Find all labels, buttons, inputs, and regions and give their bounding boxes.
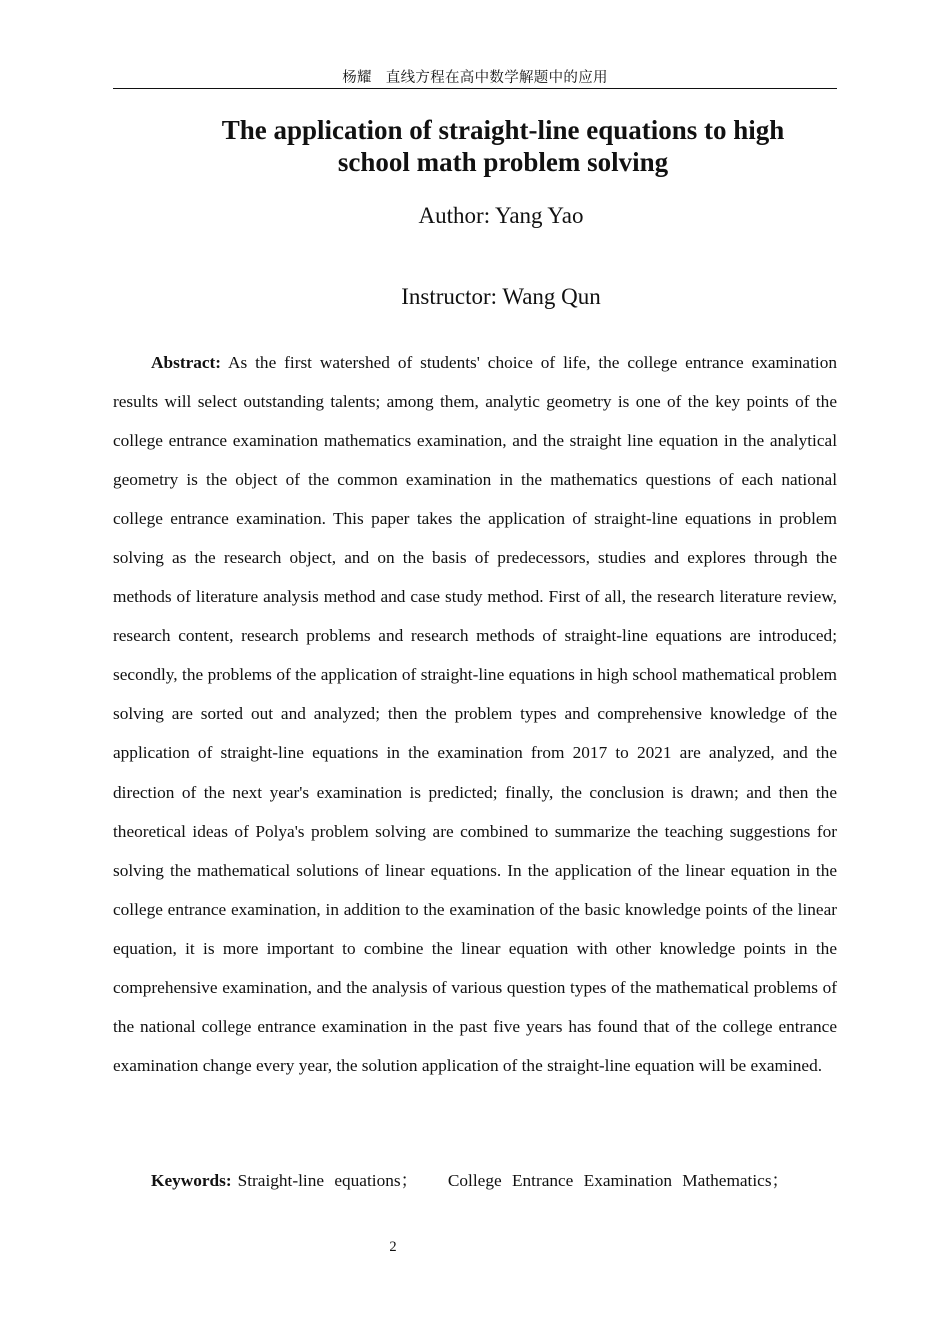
title-line-1: The application of straight-line equations to high — [221, 115, 785, 145]
header-author: 杨耀 — [342, 70, 372, 86]
author-line — [113, 200, 889, 232]
page-number: 2 — [389, 1239, 397, 1255]
title-line-2: school math problem solving — [337, 147, 669, 177]
keyword-item: Straight-line equations； — [237, 1171, 418, 1190]
author-label: Author: — [418, 203, 491, 228]
instructor-label: Instructor: — [401, 284, 498, 309]
keywords-label: Keywords: — [151, 1171, 232, 1190]
abstract-paragraph — [113, 343, 837, 1085]
abstract-text: As the first watershed of students' choice of life, the college entrance examination results will select outstanding talents; among them, analytic geometry is one of the key points of the college entrance examination mathematics examination, and the straight line equation in the analytical geometry is the object of the common examination in the mathematics questions of each national college entrance examination. This paper takes the application of straight-line equations in problem solving as the research object, and on the basis of predecessors, studies and explores through the methods of literature analysis method and case study method. First of all, the research literature review, research content, research problems and research methods of straight-line equations are introduced; secondly, the problems of the application of straight-line equations in high school mathematical problem solving are sorted out and analyzed; then the problem types and comprehensive knowledge of the application of straight-line equations in the examination from 2017 to 2021 are analyzed, and the direction of the next year's examination is predicted; finally, the conclusion is drawn; and then the theoretical ideas of Polya's problem solving are combined to summarize the teaching suggestions for solving the mathematical solutions of linear equations. In the application of the linear equation in the college entrance examination, in addition to the examination of the basic knowledge points of the linear equation, it is more important to combine the linear equation with other knowledge points in the comprehensive examination, and the analysis of various question types of the mathematical problems of the national college entrance examination in the past five years has found that of the college entrance examination change every year, the solution application of the straight-line equation will be examined. — [113, 353, 837, 1075]
header-rule — [113, 88, 837, 89]
instructor-line — [113, 281, 889, 313]
instructor-name: Wang Qun — [502, 284, 601, 309]
abstract-label: Abstract: — [151, 353, 222, 372]
running-header — [113, 68, 837, 88]
keyword-item: College Entrance Examination Mathematics； — [447, 1171, 789, 1190]
paper-title — [150, 114, 856, 178]
keywords-paragraph — [113, 1161, 837, 1200]
author-name: Yang Yao — [495, 203, 584, 228]
header-title: 直线方程在高中数学解题中的应用 — [385, 70, 608, 86]
